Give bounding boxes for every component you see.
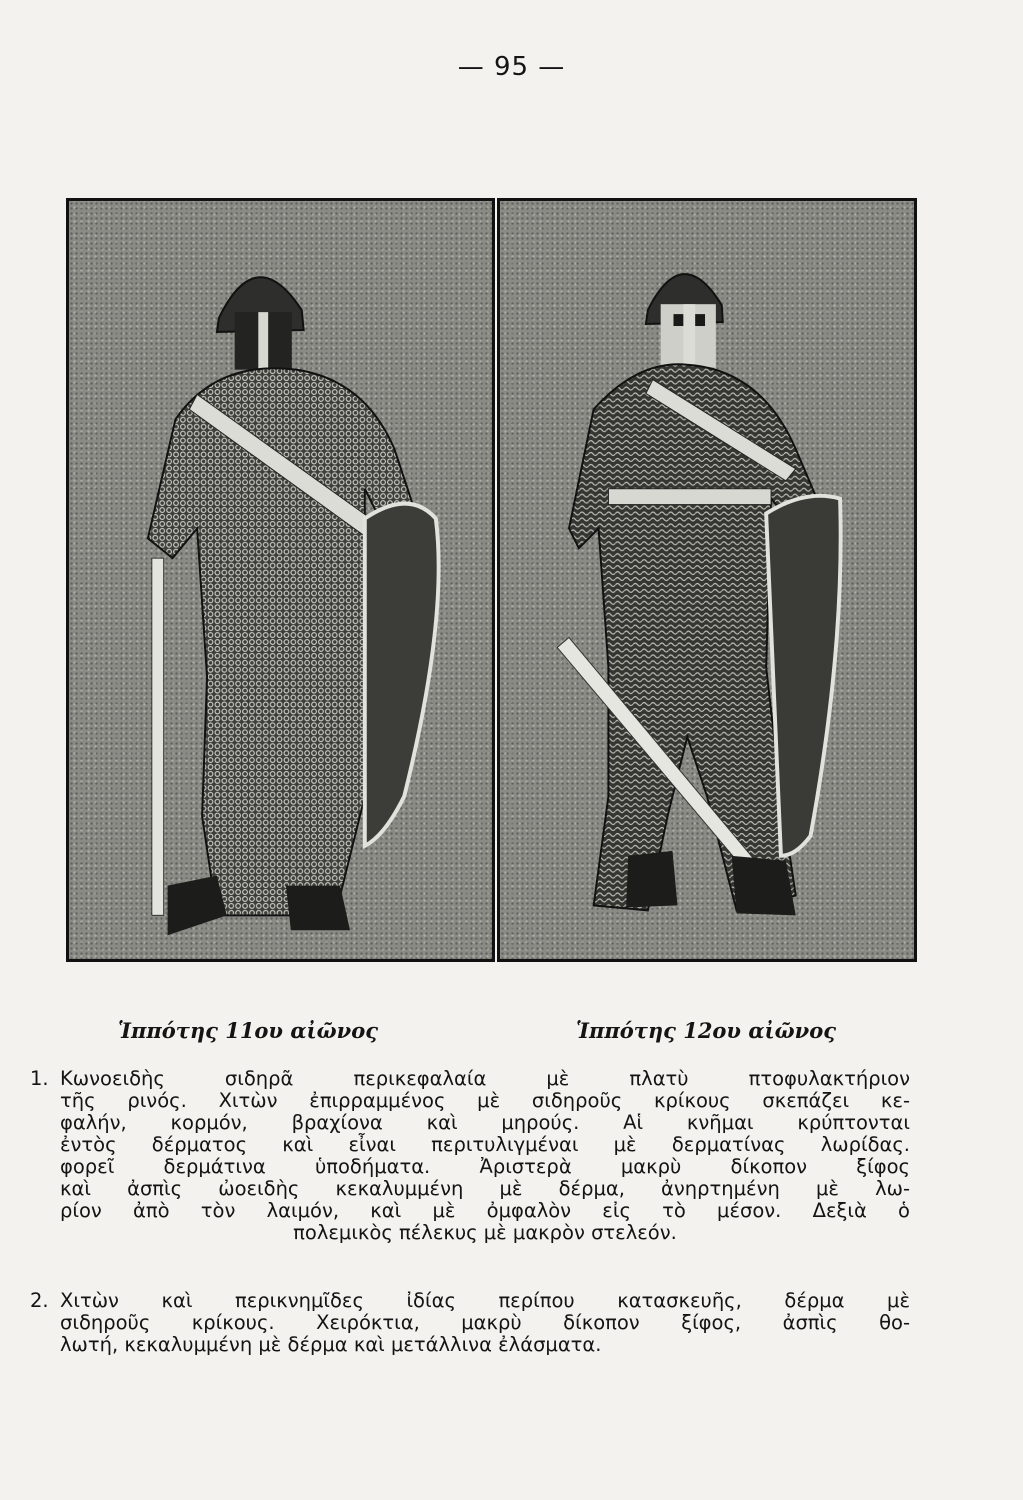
description-2 <box>30 1290 910 1356</box>
description-2-line: σιδηροῦς κρίκους. Χειρόκτια, μακρὺ δίκοπον ξίφος, ἀσπὶς θο- <box>60 1311 910 1334</box>
description-1-line: ρίον ἀπὸ τὸν λαιμόν, καὶ μὲ ὀμφαλὸν εἰς τὸ μέσον. Δεξιὰ ὁ <box>60 1199 910 1222</box>
description-1-line: Κωνοειδὴς σιδηρᾶ περικεφαλαία μὲ πλατὺ πτοφυλακτήριον <box>60 1067 910 1090</box>
description-1 <box>30 1068 910 1244</box>
description-2-line: λωτή, κεκαλυμμένη μὲ δέρμα καὶ μετάλλινα ἐλάσματα. <box>60 1333 602 1356</box>
knight-12th-century-image <box>497 198 917 962</box>
caption-12th-century: Ἱππότης 12ου αἰῶνος <box>576 1018 836 1043</box>
page-number: — 95 — <box>457 52 566 82</box>
description-1-line: πολεμικὸς πέλεκυς μὲ μακρὸν στελεόν. <box>293 1221 677 1244</box>
description-2-line: Χιτὼν καὶ περικνημῖδες ἰδίας περίπου κατασκευῆς, δέρμα μὲ <box>60 1289 910 1312</box>
description-2-number: 2. <box>30 1289 49 1312</box>
plate-captions <box>0 1018 1023 1052</box>
description-1-line: φαλήν, κορμόν, βραχίονα καὶ μηρούς. Αἱ κνῆμαι κρύπτονται <box>60 1111 910 1134</box>
knight-11th-century-image <box>66 198 495 962</box>
description-1-line: φορεῖ δερμάτινα ὑποδήματα. Ἀριστερὰ μακρὺ δίκοπον ξίφος <box>60 1155 910 1178</box>
description-1-line: καὶ ἀσπὶς ὠοειδὴς κεκαλυμμένη μὲ δέρμα, ἀνηρτημένη μὲ λω- <box>60 1177 910 1200</box>
description-1-number: 1. <box>30 1067 49 1090</box>
knight-12th-century-illustration <box>500 201 914 959</box>
description-1-line: τῆς ρινός. Χιτὼν ἐπιρραμμένος μὲ σιδηροῦς κρίκους σκεπάζει κε- <box>60 1089 910 1112</box>
knight-11th-century-illustration <box>69 201 492 959</box>
description-1-line: ἐντὸς δέρματος καὶ εἶναι περιτυλιγμέναι μὲ δερματίνας λωρίδας. <box>60 1133 910 1156</box>
caption-11th-century: Ἱππότης 11ου αἰῶνος <box>118 1018 378 1043</box>
